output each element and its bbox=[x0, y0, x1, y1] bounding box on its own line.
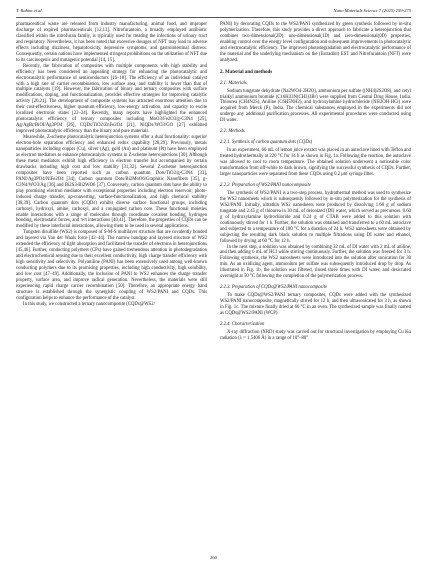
page-number: 260 bbox=[210, 555, 217, 560]
left-column bbox=[16, 22, 207, 308]
paragraph: Tungsten disulfide (WS2) is composed of S-M-S multilayer structure that are covalently bonded and layered via Van der Waals force [42–44]. The narrow bandgap and layered structure of WS2 extended the efficiency of light absorption and facilitated the transfer of electrons in heterojunctions [45,46]. Further, conducting polymers (CPs) have gained tremendous attention in photodegradation and electrochemical sensing due to their excellent conductivity, high charge transfer efficiency with high sensitivity and selectivity. Polyaniline (PANI) has been extensively used among well-known conducting polymers due to its promising properties, including high conductivity, high solubility, and low cost [47–49]. Additionally, the inclusion of PANI to WS2 enhances the charge transfer property, surface area, and improve radical generation. Nevertheless, the materials were still experiencing rapid charge carrier recombination [50]. Therefore, an appropriate energy band structure is established through the synergistic coupling of WS2/PANI and CQDs. This configuration helps to enhance the performance of the catalyst. bbox=[16, 230, 207, 301]
running-header bbox=[16, 8, 411, 16]
paragraph: PANI) by decorating CQDs to the WS2/PANI synthesized by green synthesis followed by in-situ polymerization. Therefore, this study provides a direct approach to fabricate a heterojunction that combines two-dimensional(2D), one-dimensional(1D) and zero-dimensional(0D) properties, enabling control over the energy level configuration and subsequent improvements in photocatalytic and electrocatalytic efficiency. The improved photodegradation and electrocatalytic performance of the material and the underlying mechanism on the (Estradiol) EST and Nitrofurantoin (NFT) were analyzed. bbox=[220, 22, 411, 63]
paragraph: In an experiment, 60 mL of lemon juice extract was placed in an autoclave lined with Teflon and treated hydrothermally at 220 °C for 14 h as shown in Fig. 1a. Following the reaction, the autoclave was allowed to cool to room temperature. The obtained solution underwent a noticeable color transformation from off-white to dark brown, signifying the successful synthesis of CQDs. Further, larger nanoparticles were separated from these CQDs using 0.2 μm syringe filter. bbox=[220, 148, 411, 178]
subsection-heading: 2.2.2. Preparation of WS2/PANI nanocomposite bbox=[220, 182, 311, 188]
paragraph: Sodium tungstate dehydrate (Na2WO4·2H2O), ammonium per sulfate ((NH4)2S2O8), and cetyl trialkyl ammonium bromide (C16H33N(CH3)3Br) were supplied from Central Drug House, India. Thiourea (CH4N2S), Aniline (C6H5NH2), and hydroxylamine hydrochloride (NH2OH·HCl) were acquired from Merck (P), India. The chemical substances employed in the experiments did not undergo any additional purification processes. All experimental procedures were conducted using DI water. bbox=[220, 88, 411, 124]
paragraph: Meanwhile, Z-scheme photocatalytic heterojunction systems offer a dual functionality: superior electron-hole separation efficiency and enhanced redox capability [28,29]. Previously, metals nanoparticles including copper (Cu), silver (Ag), gold (Au) and platinum (Pt) have been employed as electron mediators to enhance photocatalytic systems in Z-scheme heterojunctions [30]. Although these metal mediators exhibit high efficiency in electron transfer but accompanied by certain drawbacks including high cost and low stability [31,32]. Several Z-scheme heterojunction composites have been reported such as carbon quantum Dots/TiO2/g-C3N4 [33], PANI/Ag3PO4/NiFe2O4 [34], Carbon quantum Dots/Bi2MoO6/Graphitic Nanofibers [35], g-C3N4/WO3/Ag [36] and Bi2S3-Bi2WO6 [37]. Conversely, carbon quantum dots have the ability to play promising electron mediator with exceptional properties including electron reservoir, photo-induced charge transfer, up-converting, surface-functionalization, and high chemical stability [38,39]. Carbon quantum dots (CQDs) exhibit diverse surface functional groups, including carbonyl, hydroxyl, amine, carboxyl, and a conjugated carbon core. These functional moieties enable interactions with a range of molecules through coordinate covalent bonding, hydrogen bonding, electrostatic forces, and π-π interactions [40,41]. Therefore, the properties of CQDs can be modified by these interfacial interactions, allowing them to be used in several applications. bbox=[16, 135, 207, 230]
subsection-heading: 2.2.4. Characterization bbox=[220, 321, 265, 327]
subsection-heading: 2.2.3. Preparation of CQDs@WS2/PANI nanocomposite bbox=[220, 285, 328, 291]
paragraph: The synthesis of WS2/PANI is a two-step process, hydrothermal method was used to synthesize the WS2 nanosheets which is subsequently followed by in-situ polymerization for the synthesis of WS2/PANI. Initially, ultrathin WS2 nanosheets were produced by dissolving 1.60 g of sodium tungstate and 2.45 g of thiourea in 30 mL of deionized (DI) water, which served as precursors. 0.60 g of hydroxylamine hydrochloride and 0.24 g of CTAB were added to this solution with continuously stirred for 1 h. Further, the solution was obtained and transferred to a 60 mL autoclave and subjected to a temperature of 180 °C for a duration of 24 h. WS2 nanosheets were obtained by subjecting the resulting dark black solution to multiple filtrations using DI water and ethanol, followed by drying at 60 °C for 12 h. bbox=[220, 190, 411, 244]
right-column bbox=[220, 22, 411, 342]
paragraph: To make CQDs@WS2/PANI ternary composites, CQDs were added with the synthesized WS2/PANI nanocomposite, magnetically stirred for 12 h, and then ultrasonicated for 3 h, as shown in Fig. 1c. The mixture finally dried at 60 °C in an oven. The synthesized sample was finally named as CQDs@WS2/PANI (WCP). bbox=[220, 293, 411, 317]
section-heading: 2. Material and methods bbox=[220, 69, 273, 75]
paragraph: pharmaceutical waste are released from industry manufacturing, animal food, and improper discharge of expired pharmaceuticals [12,13]. Nitrofurantoin, a broadly employed antibiotic classified within the nitrofuran family, is typically used for treating the infections of urinary tract and respiratory. Nevertheless, it has been noted that excessive dosages of NFT may lead to adverse effects including dizziness, hepatotoxicity, depressive symptoms, and gastrointestinal distress. Consequently, certain nations have implemented stringent prohibitions on the utilization of NFT due to its carcinogenic and mutagenic potential [14, 15]. bbox=[16, 22, 207, 63]
subsection-heading: 2.2. Methods bbox=[220, 129, 245, 135]
header-rule bbox=[16, 17, 411, 18]
subsection-heading: 2.2.1. Synthesis of carbon quantum dots (CQDs) bbox=[220, 140, 313, 146]
header-journal: Nano Materials Science 7 (2025) 259-275 bbox=[333, 8, 411, 13]
paragraph: In the next step, a solution was obtained by combining 32 mL of DI water with 2 mL of aniline, and then adding 6 mL of HCl while stirring continuously. Further, the solution was freezed for 3 h. Following synthesis, the WS2 nanosheets were introduced into the solution after sonication for 30 min. As an oxidizing agent, ammonium per sulfate was subsequently introduced drop by drop. As illustrated in Fig. 1b, the solution was filtered, rinsed three times with DI water, and desiccated overnight at 50 °C following the completion of the polymerization process. bbox=[220, 244, 411, 280]
header-authors: T. Rahim et al. bbox=[16, 8, 43, 13]
subsection-heading: 2.1. Materials bbox=[220, 80, 247, 86]
paragraph: Recently, the fabrication of composites with multiple components with high stability and efficiency has been considered an appealing strategy for enhancing the photocatalytic and electrocatalytic performance of semiconductors [16–18]. The efficiency of an individual catalyst with a high rate of carrier recombination, low surface area, and stability is lower than that of multiple catalysts [19]. However, the fabrication of binary and ternary composites with surface modifications, doping, and functionalization, provides effective strategies for improving catalytic activity [20,21]. The development of composite systems has attracted enormous attention due to their cost-effectiveness, higher quantum efficiency, low-energy activation, and capacity to excite localized electronic states [22–24]. Recently, many reports have highlighted the enhanced photocatalytic efficiency of ternary composites including MoO3/Fe2O3/g-C3N4 [25], Ag/AgBr/BiOI/Ag3PO4 [26], CQDs/TiO2/ZnFe2O4 [21], NiQDs/WO3/GO [27] exhibited improved photocatalytic efficiency than the binary and pure materials. bbox=[16, 63, 207, 135]
paragraph: X-ray diffraction (XRD) study was carried out for structural investigation by employing Cu Kα radiation (λ = 1.5406 Å) in a range of 10°–80° bbox=[220, 329, 411, 341]
paragraph: In this study, we constructed a ternary nanocomposite (CQDs@WS2/ bbox=[23, 301, 155, 307]
